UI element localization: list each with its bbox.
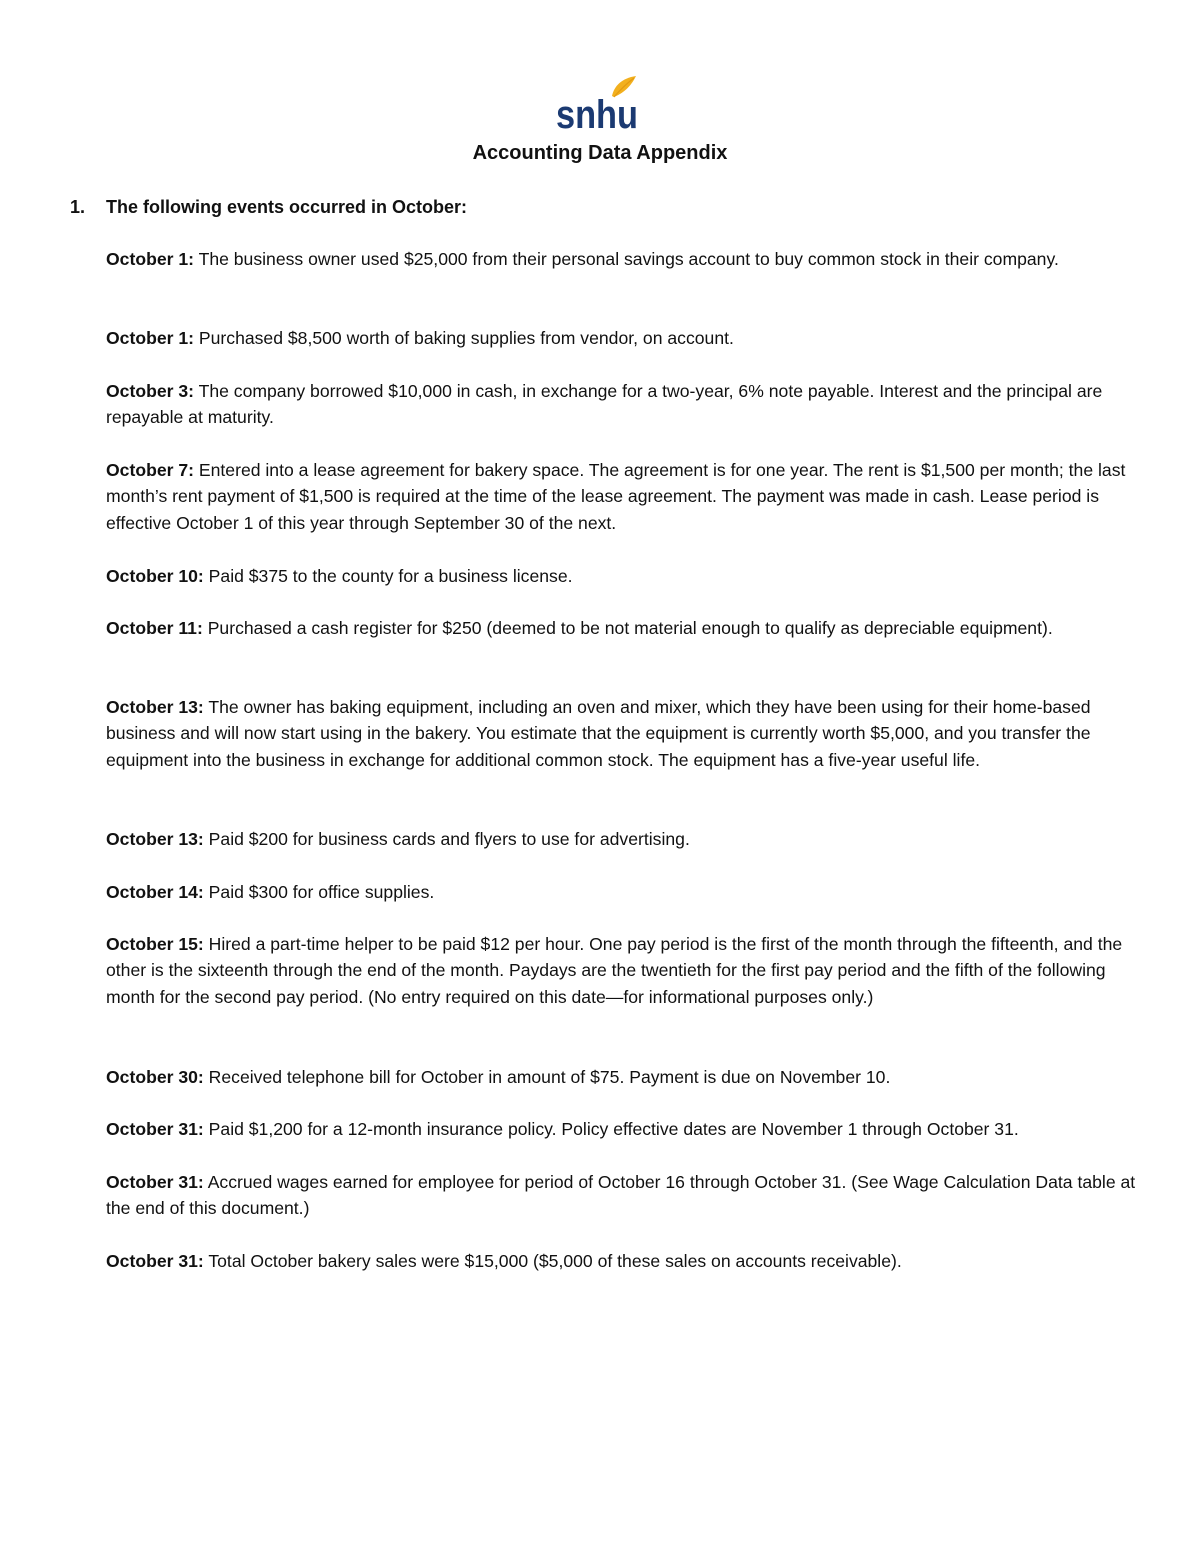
event-item [106,931,1136,1010]
event-text: Entered into a lease agreement for bakery space. The agreement is for one year. The rent is $1,500 per month; the last month’s rent payment of $1,500 is required at the time of the lease agreement. The payment was made in cash. Lease period is effective October 1 of this year through September 30 of the next. [106,460,1126,533]
event-text: Hired a part-time helper to be paid $12 per hour. One pay period is the first of the month through the fifteenth, and the other is the sixteenth through the end of the month. Paydays are the twentieth for the first pay period and the fifth of the following month for the second pay period. (No entry required on this date—for informational purposes only.) [106,934,1123,1007]
event-text: Received telephone bill for October in amount of $75. Payment is due on November 10. [203,1067,891,1087]
event-date: October 14: [106,882,204,902]
event-item [106,325,1136,351]
event-item [106,246,1136,272]
event-item [106,563,1136,589]
event-item [106,615,1136,641]
section-heading [70,194,467,220]
document-title: Accounting Data Appendix [472,142,728,164]
event-item [106,457,1136,536]
event-text: Total October bakery sales were $15,000 ($5,000 of these sales on accounts receivable). [203,1251,902,1271]
section-heading-text: The following events occurred in October: [106,197,468,217]
event-text: The company borrowed $10,000 in cash, in exchange for a two-year, 6% note payable. Interest and the principal are repayable at maturity. [106,381,1103,428]
snhu-logo-graphic [554,72,644,134]
event-date: October 13: [106,829,204,849]
event-date: October 11: [106,618,203,638]
event-date: October 1: [106,328,194,348]
event-text: Purchased a cash register for $250 (deemed to be not material enough to qualify as depreciable equipment). [202,618,1053,638]
event-date: October 31: [106,1251,204,1271]
event-text: Paid $200 for business cards and flyers to use for advertising. [203,829,690,849]
event-date: October 10: [106,566,204,586]
event-date: October 31: [106,1119,204,1139]
event-text: The business owner used $25,000 from their personal savings account to buy common stock in their company. [194,249,1059,269]
event-text: Paid $300 for office supplies. [203,882,435,902]
event-item [106,879,1136,905]
event-date: October 15: [106,934,204,954]
event-text: Accrued wages earned for employee for period of October 16 through October 31. (See Wage Calculation Data table at the end of this document.) [106,1172,1136,1219]
event-date: October 30: [106,1067,204,1087]
event-date: October 13: [106,697,204,717]
event-item [106,1169,1136,1222]
event-date: October 7: [106,460,194,480]
event-item [106,378,1136,431]
event-text: Paid $1,200 for a 12-month insurance policy. Policy effective dates are November 1 through October 31. [203,1119,1019,1139]
event-item [106,1248,1136,1274]
event-item [106,1064,1136,1090]
event-item [106,694,1136,773]
event-item [106,826,1136,852]
event-text: The owner has baking equipment, including an oven and mixer, which they have been using for their home-based business and will now start using in the bakery. You estimate that the equipment is currently worth $5,000, and you transfer the equipment into the business in exchange for additional common stock. The equipment has a five-year useful life. [106,697,1091,770]
section-number: 1. [70,197,86,217]
event-date: October 31: [106,1172,204,1192]
event-item [106,1116,1136,1142]
event-date: October 1: [106,249,194,269]
event-date: October 3: [106,381,194,401]
event-text: Paid $375 to the county for a business license. [203,566,573,586]
snhu-logo [554,72,644,134]
event-text: Purchased $8,500 worth of baking supplies from vendor, on account. [194,328,734,348]
logo-wordmark: snhu [556,93,638,134]
